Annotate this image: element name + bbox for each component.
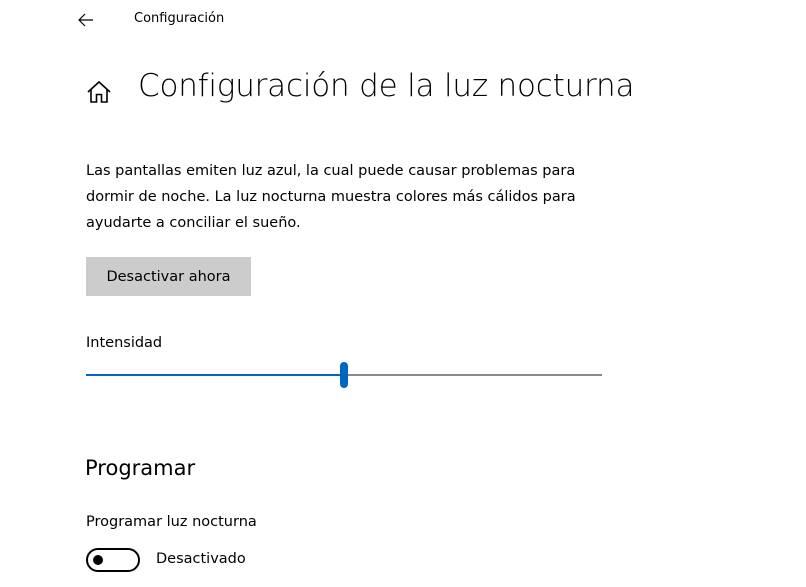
schedule-heading: Programar (85, 456, 196, 480)
intensity-slider[interactable] (86, 362, 602, 388)
back-arrow-icon (78, 13, 94, 27)
description-text: Las pantallas emiten luz azul, la cual puede causar problemas para dormir de noche. La luz nocturna muestra colores más cálidos para ayudarte a conciliar el sueño. (86, 163, 576, 231)
back-button[interactable] (70, 4, 102, 36)
schedule-toggle-label: Programar luz nocturna (86, 514, 257, 530)
intensity-label: Intensidad (86, 335, 163, 351)
schedule-toggle[interactable] (86, 548, 140, 572)
slider-fill (86, 374, 344, 376)
slider-thumb[interactable] (340, 362, 348, 388)
home-icon (86, 79, 112, 105)
toggle-state-text: Desactivado (156, 551, 246, 567)
page-title: Configuración de la luz nocturna (138, 68, 635, 104)
turn-off-now-button[interactable]: Desactivar ahora (86, 257, 251, 296)
window-title: Configuración (134, 11, 225, 26)
toggle-knob (93, 555, 103, 565)
